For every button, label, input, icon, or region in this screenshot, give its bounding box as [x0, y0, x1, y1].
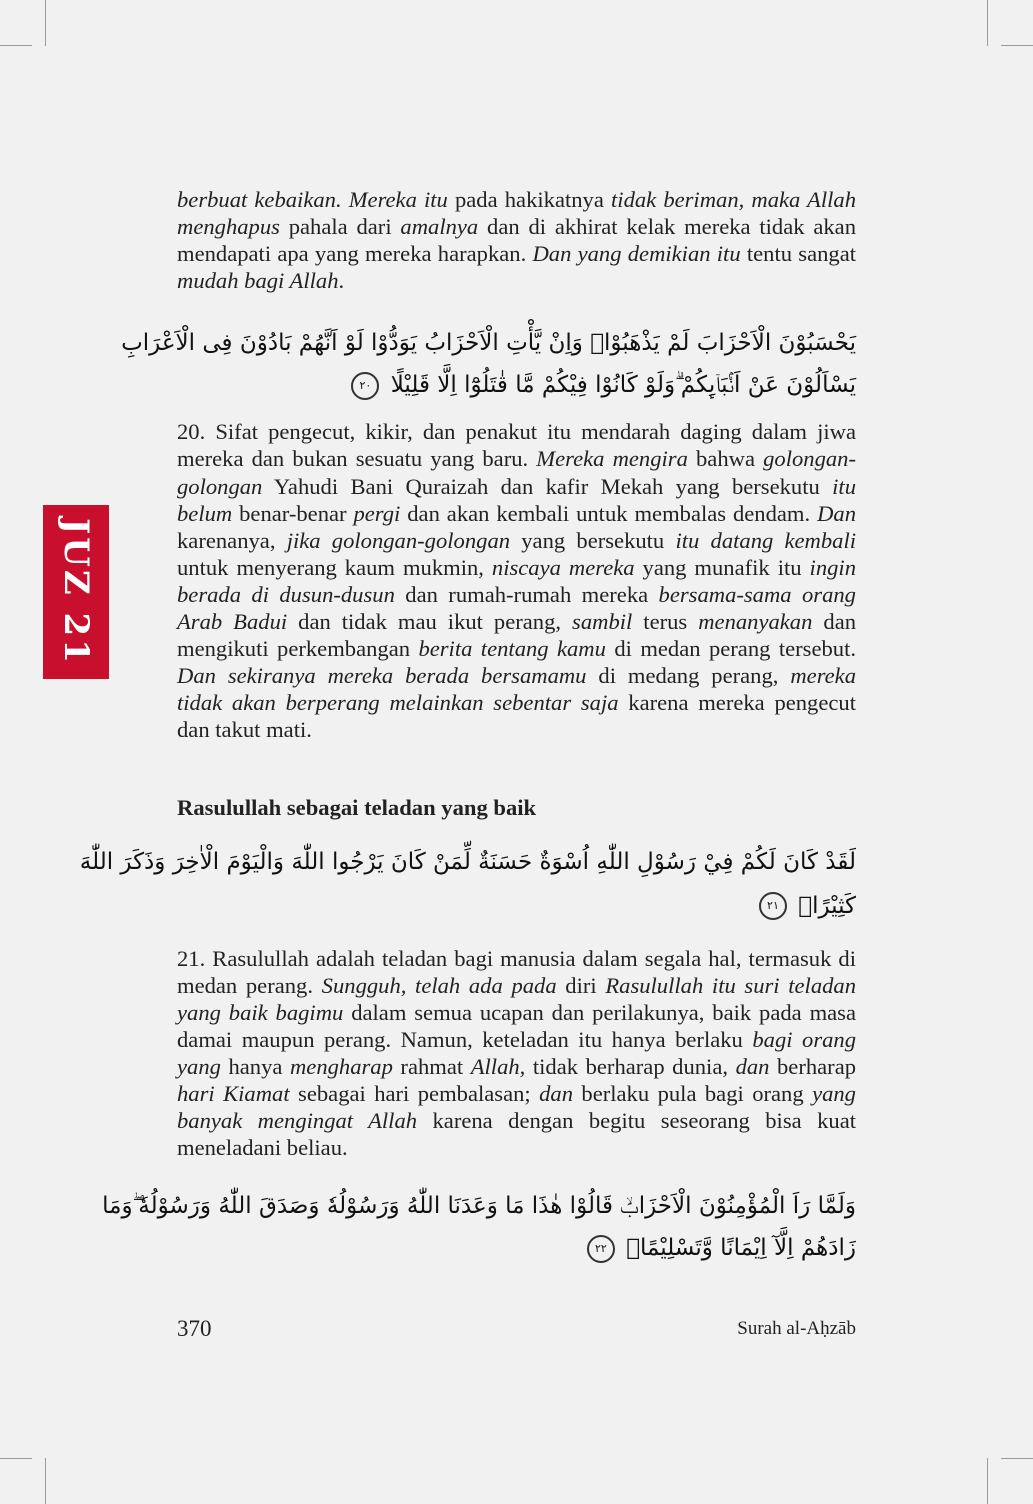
italic-text-run: amalnya	[400, 214, 479, 240]
italic-text-run: Allah,	[470, 1053, 526, 1079]
page-content	[79, 186, 857, 1275]
page-number: 370	[177, 1316, 212, 1341]
italic-text-run: menanyakan	[698, 609, 813, 635]
text-run: rahmat	[392, 1053, 471, 1079]
text-run: dan di akhirat kelak mereka tidak akan mendapati apa yang mereka harapkan.	[177, 214, 857, 267]
crop-mark	[1001, 45, 1033, 46]
italic-text-run: hari Kiamat	[177, 1080, 290, 1106]
arabic-verse-20	[121, 316, 856, 412]
italic-text-run: itu belum	[177, 473, 856, 526]
juz-side-tab	[43, 505, 109, 679]
text-run: untuk menyerang kaum mukmin,	[177, 554, 492, 580]
text-run: yang bersekutu	[510, 527, 676, 553]
italic-text-run: mudah bagi Allah	[177, 268, 339, 294]
italic-text-run: bagi orang yang	[177, 1026, 857, 1079]
ayah-number-marker: ٢١	[759, 892, 787, 920]
italic-text-run: mereka tidak akan berperang melainkan sebentar saja	[177, 663, 856, 716]
text-run: diri	[556, 972, 606, 998]
italic-text-run: Dan yang demikian itu	[532, 241, 741, 267]
arabic-text: زَادَهُمْ اِلَّآ اِيْمَانًا وَّتَسْلِيْمًاۗ	[626, 1235, 856, 1262]
crop-mark	[45, 1458, 46, 1504]
text-run: dalam semua ucapan dan perilakunya, baik pada masa damai maupun perang. Namun, keteladan itu hanya berlaku	[177, 999, 856, 1052]
italic-text-run: Rasulullah itu suri teladan yang baik bagimu	[177, 972, 857, 1025]
text-run: 20. Sifat pengecut, kikir, dan penakut itu mendarah daging dalam jiwa mereka dan bukan sesuatu yang baru.	[177, 419, 856, 472]
arabic-verse-22	[102, 1179, 856, 1275]
text-run: yang munafik itu	[634, 554, 810, 580]
arabic-text: كَثِيْرًاۗ	[798, 892, 856, 919]
paragraph-top	[177, 186, 856, 294]
italic-text-run: berita tentang kamu	[418, 636, 606, 662]
arabic-line: لَقَدْ كَانَ لَكُمْ فِيْ رَسُوْلِ اللّٰهِ اُسْوَةٌ حَسَنَةٌ لِّمَنْ كَانَ يَرْجُوا اللّٰهَ وَالْيَوْمَ الْاٰخِرَ وَذَكَرَ اللّٰهَ	[79, 848, 856, 875]
text-run: pahala dari	[279, 214, 401, 240]
arabic-verse-21	[79, 835, 856, 933]
crop-mark	[987, 0, 988, 46]
italic-text-run: berbuat kebaikan. Mereka itu	[177, 187, 448, 212]
crop-mark	[0, 45, 32, 46]
text-run: Yahudi Bani Quraizah dan kafir Mekah yang bersekutu	[262, 473, 833, 499]
text-run: tidak berharap dunia,	[525, 1053, 736, 1079]
italic-text-run: Dan sekiranya mereka berada bersamamu	[177, 663, 587, 689]
italic-text-run: mengharap	[289, 1053, 393, 1079]
running-footer-surah: Surah al-Aḥzāb	[737, 1318, 856, 1339]
italic-text-run: bersama-sama orang Arab Badui	[177, 581, 856, 635]
text-run: di medan perang tersebut.	[605, 636, 856, 662]
ayah-number-marker: ٢٠	[351, 372, 379, 400]
italic-text-run: itu datang kembali	[675, 527, 857, 553]
italic-text-run: yang banyak mengingat Allah	[177, 1080, 856, 1134]
section-heading: Rasulullah sebagai teladan yang baik	[177, 794, 537, 820]
italic-text-run: sambil	[572, 609, 633, 635]
italic-text-run: tidak beriman, maka Allah menghapus	[177, 187, 856, 240]
italic-text-run: jika golongan-golongan	[286, 527, 511, 553]
arabic-line: يَحْسَبُوْنَ الْاَحْزَابَ لَمْ يَذْهَبُوْاۚ وَاِنْ يَّأْتِ الْاَحْزَابُ يَوَدُّوْا لَوْ اَنَّهُمْ بَادُوْنَ فِى الْاَعْرَابِ	[121, 330, 856, 357]
italic-text-run: Mereka mengira	[536, 446, 688, 472]
italic-text-run: pergi	[353, 500, 401, 526]
paragraph-commentary-20	[177, 418, 856, 743]
text-run: .	[338, 268, 345, 294]
italic-text-run: Dan	[817, 500, 856, 526]
text-run: pada hakikatnya	[447, 187, 612, 212]
text-run: berharap	[769, 1053, 857, 1079]
arabic-line: وَلَمَّا رَاَ الْمُؤْمِنُوْنَ الْاَحْزَابَۙ قَالُوْا هٰذَا مَا وَعَدَنَا اللّٰهُ وَرَسُوْلُهٗ وَصَدَقَ اللّٰهُ وَرَسُوْلُهٗ ۖوَمَا	[102, 1193, 856, 1220]
paragraph-commentary-21	[177, 945, 856, 1162]
text-run: karena dengan begitu seseorang bisa kuat meneladani beliau.	[177, 1108, 856, 1161]
text-run: hanya	[220, 1053, 290, 1079]
crop-mark	[987, 1458, 988, 1504]
juz-label: JUZ 21	[56, 518, 96, 666]
ayah-number-marker: ٢٢	[587, 1235, 615, 1263]
text-run: tentu sangat	[740, 241, 856, 267]
text-run: benar-benar	[232, 500, 354, 526]
arabic-text: يَسْاَلُوْنَ عَنْ اَنْۢبَاۤىِٕكُمْ ۗوَلَوْ كَانُوْا فِيْكُمْ مَّا قٰتَلُوْٓا اِلَّا قَلِيْلًا	[390, 372, 856, 399]
text-run: 21. Rasulullah adalah teladan bagi manusia dalam segala hal, termasuk di medan perang.	[177, 945, 856, 998]
italic-text-run: dan	[539, 1080, 573, 1106]
text-run: dan tidak mau ikut perang,	[287, 609, 573, 635]
italic-text-run: golongan-golongan	[177, 446, 856, 499]
italic-text-run: dan	[735, 1053, 770, 1079]
text-run: karena mereka pengecut dan takut mati.	[177, 690, 856, 743]
text-run: karenanya,	[177, 527, 287, 553]
italic-text-run: ingin berada di dusun-dusun	[177, 554, 856, 607]
text-run: sebagai hari pembalasan;	[289, 1080, 540, 1106]
crop-mark	[0, 1458, 32, 1459]
text-run: di medang perang,	[586, 663, 791, 689]
crop-mark	[45, 0, 46, 46]
text-run: dan rumah-rumah mereka	[394, 581, 659, 607]
text-run: terus	[632, 609, 699, 635]
italic-text-run: niscaya mereka	[491, 554, 635, 580]
text-run: bahwa	[687, 446, 764, 472]
italic-text-run: Sungguh, telah ada pada	[321, 972, 557, 998]
text-run: berlaku pula bagi orang	[572, 1080, 813, 1106]
text-run: dan mengikuti perkembangan	[177, 609, 857, 662]
text-run: dan akan kembali untuk membalas dendam.	[400, 500, 818, 526]
crop-mark	[1001, 1458, 1033, 1459]
